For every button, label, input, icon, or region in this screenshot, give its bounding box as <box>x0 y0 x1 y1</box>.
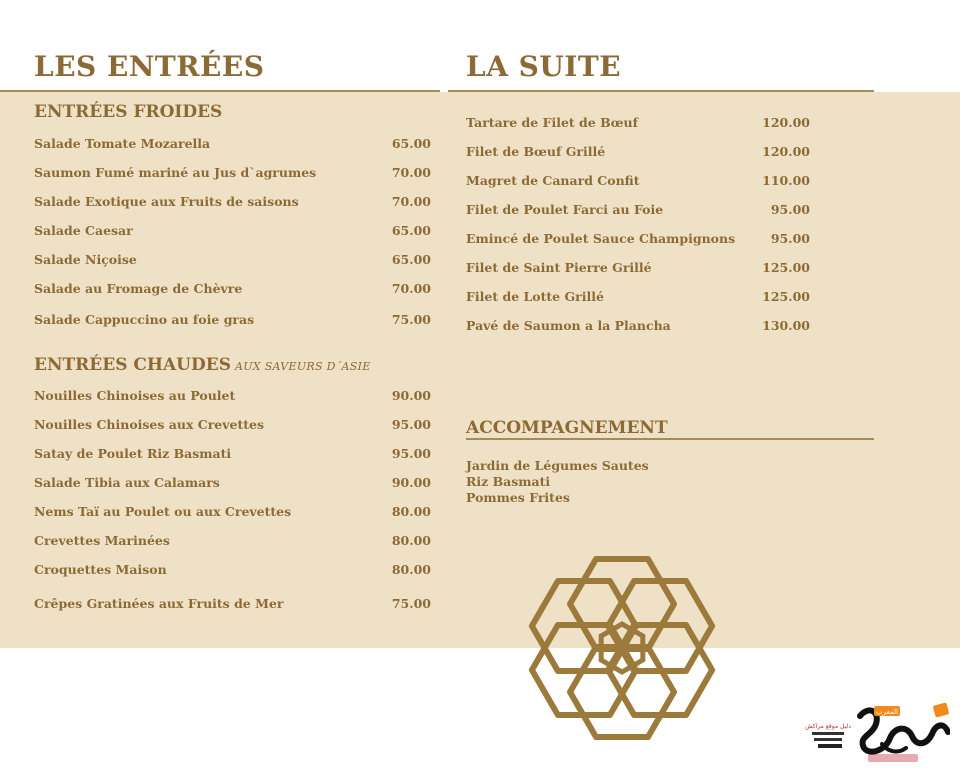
menu-item-price: 120.00 <box>762 144 810 159</box>
chaudes-subheading: AUX SAVEURS D´ASIE <box>234 360 371 373</box>
suite-title-rule <box>448 90 874 92</box>
menu-item-price: 65.00 <box>391 252 431 267</box>
menu-item-row <box>34 475 431 495</box>
menu-item-row <box>34 388 431 408</box>
menu-item-price: 70.00 <box>391 194 431 209</box>
site-watermark-logo <box>798 702 950 764</box>
entrees-title-rule <box>0 90 440 92</box>
menu-item-row <box>34 223 431 243</box>
menu-item-price: 130.00 <box>762 318 810 333</box>
accompagnement-item: Riz Basmati <box>466 474 551 489</box>
menu-item-price: 125.00 <box>762 289 810 304</box>
menu-item-price: 125.00 <box>762 260 810 275</box>
accompagnement-heading: ACCOMPAGNEMENT <box>466 418 668 438</box>
menu-item-name: Tartare de Filet de Bœuf <box>466 115 638 130</box>
menu-item-row <box>34 446 431 466</box>
menu-item-name: Filet de Lotte Grillé <box>466 289 604 304</box>
menu-item-row <box>34 596 431 616</box>
logo-tagline-line <box>812 732 844 735</box>
menu-item-name: Salade Exotique aux Fruits de saisons <box>34 194 299 209</box>
menu-item-price: 75.00 <box>391 312 431 327</box>
menu-item-name: Pavé de Saumon a la Plancha <box>466 318 671 333</box>
logo-corner-badge <box>933 702 950 717</box>
menu-item-price: 80.00 <box>391 504 431 519</box>
menu-item-name: Salade au Fromage de Chèvre <box>34 281 243 296</box>
menu-item-row <box>34 165 431 185</box>
menu-item-name: Salade Tomate Mozarella <box>34 136 211 151</box>
menu-item-price: 95.00 <box>770 231 810 246</box>
menu-item-price: 95.00 <box>391 417 431 432</box>
froides-heading: ENTRÉES FROIDES <box>34 102 223 122</box>
menu-item-name: Croquettes Maison <box>34 562 167 577</box>
accompagnement-item: Jardin de Légumes Sautes <box>466 458 649 473</box>
menu-item-row <box>466 173 810 193</box>
menu-item-row <box>466 231 810 251</box>
chaudes-heading-text: ENTRÉES CHAUDES <box>34 355 231 375</box>
menu-item-price: 65.00 <box>391 223 431 238</box>
menu-item-name: Crêpes Gratinées aux Fruits de Mer <box>34 596 284 611</box>
menu-item-name: Nouilles Chinoises au Poulet <box>34 388 236 403</box>
menu-item-name: Salade Tibia aux Calamars <box>34 475 220 490</box>
menu-item-price: 90.00 <box>391 388 431 403</box>
menu-item-price: 110.00 <box>762 173 810 188</box>
menu-item-price: 75.00 <box>391 596 431 611</box>
menu-item-row <box>466 144 810 164</box>
menu-item-row <box>466 289 810 309</box>
menu-item-name: Saumon Fumé mariné au Jus d`agrumes <box>34 165 317 180</box>
logo-url-bar <box>818 744 842 748</box>
suite-title: LA SUITE <box>466 50 622 83</box>
menu-item-row <box>34 136 431 156</box>
menu-item-name: Filet de Saint Pierre Grillé <box>466 260 652 275</box>
menu-item-row <box>466 260 810 280</box>
hexagon-rosette-ornament <box>512 543 732 753</box>
logo-badge-text: المغرب <box>876 708 898 716</box>
logo-calligraphy-stroke <box>882 744 906 751</box>
menu-item-price: 80.00 <box>391 562 431 577</box>
menu-item-row <box>34 533 431 553</box>
menu-item-price: 70.00 <box>391 281 431 296</box>
menu-item-name: Nouilles Chinoises aux Crevettes <box>34 417 265 432</box>
logo-tagline: دليل موقع مراكش <box>805 723 851 730</box>
entrees-title: LES ENTRÉES <box>34 50 265 83</box>
menu-item-name: Satay de Poulet Riz Basmati <box>34 446 232 461</box>
menu-item-name: Magret de Canard Confit <box>466 173 640 188</box>
accompagnement-list <box>466 458 649 506</box>
logo-calligraphy-stroke <box>860 710 948 751</box>
menu-item-row <box>466 202 810 222</box>
menu-item-price: 65.00 <box>391 136 431 151</box>
menu-item-row <box>466 318 810 338</box>
menu-item-row <box>34 194 431 214</box>
menu-item-price: 95.00 <box>770 202 810 217</box>
logo-pink-strip <box>868 754 918 762</box>
menu-item-price: 80.00 <box>391 533 431 548</box>
menu-item-name: Salade Niçoise <box>34 252 137 267</box>
menu-item-name: Filet de Bœuf Grillé <box>466 144 606 159</box>
accompagnement-item: Pommes Frites <box>466 490 570 505</box>
menu-item-row <box>34 504 431 524</box>
menu-item-name: Salade Cappuccino au foie gras <box>34 312 255 327</box>
menu-item-row <box>34 562 431 582</box>
menu-item-row <box>34 417 431 437</box>
menu-item-row <box>466 115 810 135</box>
menu-item-price: 95.00 <box>391 446 431 461</box>
accompagnement-rule <box>466 438 874 440</box>
menu-item-row <box>34 252 431 272</box>
menu-item-price: 70.00 <box>391 165 431 180</box>
menu-item-name: Filet de Poulet Farci au Foie <box>466 202 664 217</box>
menu-item-row <box>34 281 431 301</box>
menu-item-row <box>34 312 431 332</box>
menu-item-name: Salade Caesar <box>34 223 133 238</box>
chaudes-heading <box>34 355 371 375</box>
menu-item-price: 120.00 <box>762 115 810 130</box>
menu-item-price: 90.00 <box>391 475 431 490</box>
menu-item-name: Nems Taï au Poulet ou aux Crevettes <box>34 504 292 519</box>
menu-item-name: Crevettes Marinées <box>34 533 170 548</box>
logo-tagline-line <box>814 738 842 741</box>
menu-item-name: Emincé de Poulet Sauce Champignons <box>466 231 736 246</box>
